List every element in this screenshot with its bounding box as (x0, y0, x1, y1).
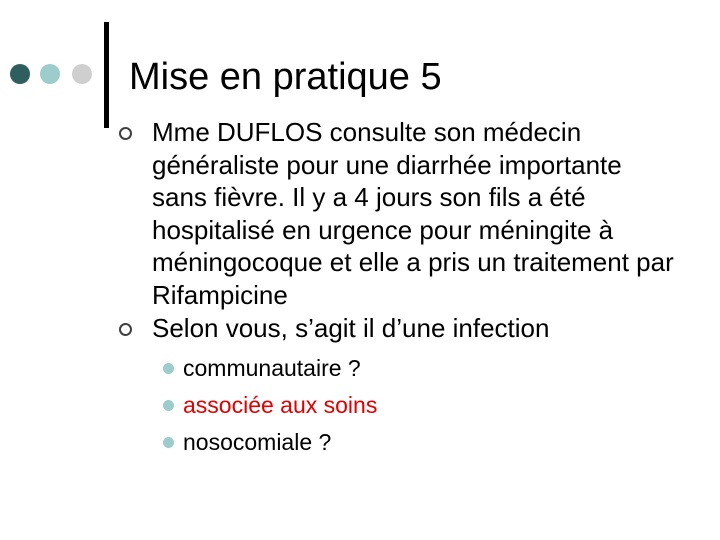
teal-dot-icon (163, 437, 174, 448)
hollow-circle-icon (119, 312, 152, 345)
title-divider (104, 22, 109, 128)
sub-bullet-item (163, 424, 679, 461)
bullet-text: Selon vous, s’agit il d’une infection (152, 312, 550, 343)
teal-dot-icon (163, 363, 174, 374)
slide-title: Mise en pratique 5 (129, 56, 442, 98)
sub-bullet-item (163, 350, 679, 387)
teal-dot-icon (163, 400, 174, 411)
bullet-item (119, 116, 679, 312)
sub-bullet-item (163, 387, 679, 424)
decor-dot-dark (10, 64, 30, 84)
bullet-text: Mme DUFLOS consulte son médecin généraliste pour une diarrhée importante sans fièvre. Il y a 4 jours son fils a été hospitalisé en urgence pour méningite à méningocoque et elle a pris un traitement par Rifampicine (152, 117, 674, 310)
decor-dot-grey (72, 64, 92, 84)
hollow-circle-icon (119, 116, 152, 149)
decor-dot-teal (40, 64, 60, 84)
bullet-item (119, 312, 679, 345)
sub-bullet-list (163, 350, 679, 461)
sub-bullet-text: communautaire ? (183, 355, 361, 382)
bullet-list (119, 116, 679, 461)
sub-bullet-text-highlighted: associée aux soins (183, 392, 378, 419)
sub-bullet-text: nosocomiale ? (183, 429, 332, 456)
